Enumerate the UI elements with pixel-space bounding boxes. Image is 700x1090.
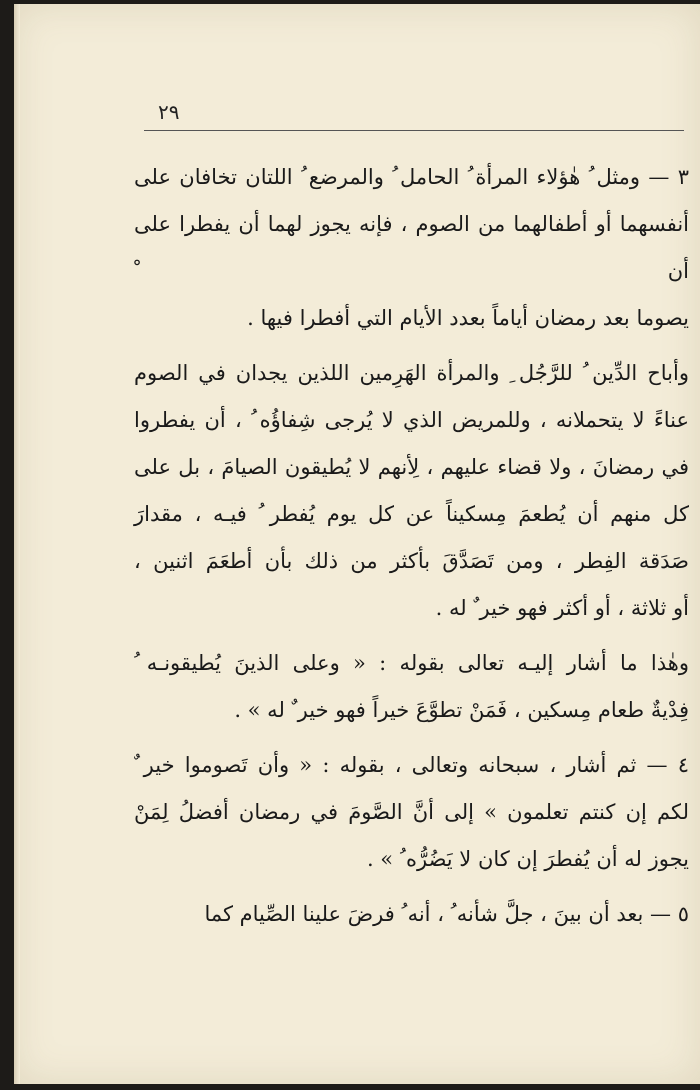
page-number: ٢٩ [158,100,180,124]
text-line: أو ثلاثة ، أو أكثر فهو خير ٌ له . [435,596,689,620]
page-body [134,154,689,946]
text-line: عناءً لا يتحملانه ، وللمريض الذي لا يُرجى شِفاؤُه ُ ، أن يفطروا [134,408,689,432]
book-page [14,4,700,1084]
text-line: وأباح الدِّين ُ للرَّجُل ِ والمرأة الهَرِمين اللذين يجدان في الصوم [134,361,689,385]
text-line: في رمضانَ ، ولا قضاء عليهم ، لِأنهم لا يُطيقون الصيامَ ، بل على [134,455,689,479]
text-line: يجوز له أن يُفطرَ إن كان لا يَضُرُّه ُ » . [366,847,689,871]
text-line: لكم إن كنتم تعلمون » إلى أنَّ الصَّومَ في رمضان أفضلُ لِمَنْ [134,800,689,824]
paragraph [134,742,689,883]
paragraph [134,891,689,938]
text-line: وهٰذا ما أشار إليـه تعالى بقوله : « وعلى الذينَ يُطيقونـه ُ [134,651,689,675]
text-line: صَدَقة الفِطر ، ومن تَصَدَّقَ بأكثر من ذلك بأن أطعَمَ اثنين ، [134,549,689,573]
text-line: كل منهم أن يُطعمَ مِسكيناً عن كل يوم يُفطر ُ فيـه ، مقدارَ [134,502,689,526]
text-line: ٤ — ثم أشار ، سبحانه وتعالى ، بقوله : « وأن تَصوموا خير ٌ [134,753,689,777]
paragraph [134,154,689,342]
paragraph [134,350,689,632]
text-line: فِدْيةٌ طعام مِسكين ، فَمَنْ تطوَّعَ خيراً فهو خير ٌ له » . [234,698,689,722]
paragraph [134,640,689,734]
text-line: أنفسهما أو أطفالهما من الصوم ، فإنه يجوز لهما أن يفطرا على أن ْ [134,212,689,283]
text-line: ٣ — ومثل ُ هٰؤلاء المرأة ُ الحامل ُ والمرضع ُ اللتان تخافان على [134,165,689,189]
header-rule [144,130,684,131]
text-line: يصوما بعد رمضان أياماً بعدد الأيام التي أفطرا فيها . [247,306,689,330]
page-spine-shadow [14,4,20,1084]
text-line: ٥ — بعد أن بينَ ، جلَّ شأنه ُ ، أنه ُ فرضَ علينا الصِّيام كما [204,902,689,926]
